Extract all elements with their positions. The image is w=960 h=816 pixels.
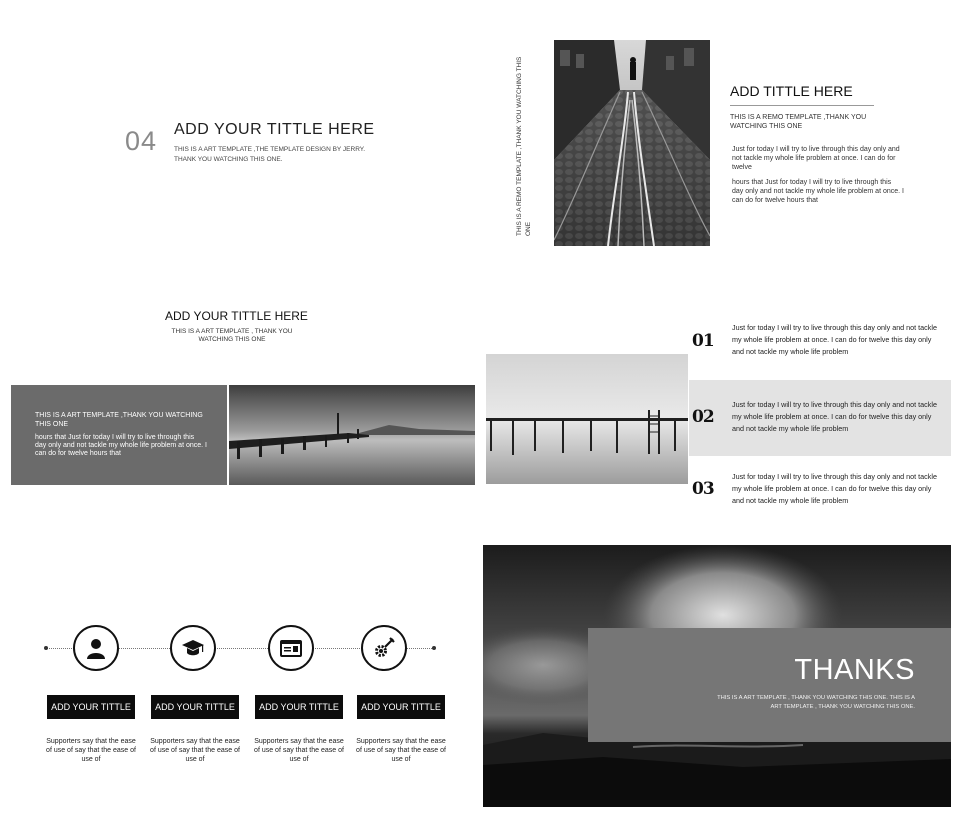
- caption-4: Supporters say that the ease of use of say that the ease of use of: [356, 738, 446, 763]
- caption-2: Supporters say that the ease of use of say that the ease of use of: [150, 738, 240, 763]
- slide2-vertical-text: THIS IS A REMO TEMPLATE ,THANK YOU WATCHING THIS ONE: [516, 56, 532, 236]
- slide3-subtitle: THIS IS A ART TEMPLATE , THANK YOU WATCHING THIS ONE: [171, 328, 293, 343]
- caption-1: Supporters say that the ease of use of say that the ease of use of: [46, 738, 136, 763]
- add-title-button-2[interactable]: ADD YOUR TITTLE: [151, 695, 239, 719]
- slide1-title: ADD YOUR TITTLE HERE: [174, 121, 375, 138]
- user-icon: [73, 625, 119, 671]
- item-number-3: 03: [692, 479, 714, 499]
- item-text-2: Just for today I will try to live through this day only and not tackle my whole life problem at once. I can do for twelve this day only and not tackle my whole life problem: [732, 400, 937, 433]
- item-number-1: 01: [692, 331, 714, 351]
- item-text-1: Just for today I will try to live through this day only and not tackle my whole life problem at once. I can do for twelve this day only and not tackle my whole life problem: [732, 323, 937, 356]
- add-title-button-4[interactable]: ADD YOUR TITTLE: [357, 695, 445, 719]
- slide-number: 04: [125, 126, 158, 156]
- title-divider: [730, 105, 874, 106]
- graduation-cap-icon: [170, 625, 216, 671]
- slide3-title: ADD YOUR TITTLE HERE: [165, 309, 308, 323]
- tools-gear-icon: [361, 625, 407, 671]
- timeline-start-dot: [44, 646, 48, 650]
- slide2-subtitle: THIS IS A REMO TEMPLATE ,THANK YOU WATCHING THIS ONE: [730, 114, 867, 130]
- add-title-button-1[interactable]: ADD YOUR TITTLE: [47, 695, 135, 719]
- id-card-icon: [268, 625, 314, 671]
- slide2-paragraph-2: hours that Just for today I will try to live through this day only and not tackle my whole life problem at once. I can do for twelve hours that: [732, 179, 904, 204]
- item-text-3: Just for today I will try to live through this day only and not tackle my whole life problem at once. I can do for twelve this day only and not tackle my whole life problem: [732, 472, 937, 505]
- caption-3: Supporters say that the ease of use of say that the ease of use of: [254, 738, 344, 763]
- railway-street-photo: [554, 40, 710, 246]
- panel-text: hours that Just for today I will try to live through this day only and not tackle my whole life problem at once. I can do for twelve hours that: [35, 434, 207, 457]
- thanks-subtitle: THIS IS A ART TEMPLATE , THANK YOU WATCHING THIS ONE. THIS IS A ART TEMPLATE , THANK YOU WATCHING THIS ONE.: [717, 695, 915, 710]
- jetty-image: [486, 354, 688, 484]
- slide2-paragraph-1: Just for today I will try to live through this day only and not tackle my whole life problem at once. I can do for twelve: [732, 146, 900, 171]
- pier-image: [229, 385, 475, 485]
- slide2-title: ADD TITTLE HERE: [730, 83, 853, 99]
- panel-heading: THIS IS A ART TEMPLATE ,THANK YOU WATCHING THIS ONE: [35, 412, 203, 428]
- item-number-2: 02: [692, 407, 714, 427]
- railway-street-image: [554, 40, 710, 246]
- jetty-photo: [486, 354, 688, 484]
- thanks-title: THANKS: [794, 654, 915, 686]
- pier-photo: [229, 385, 475, 485]
- add-title-button-3[interactable]: ADD YOUR TITTLE: [255, 695, 343, 719]
- timeline-end-dot: [432, 646, 436, 650]
- slide1-subtitle: THIS IS A ART TEMPLATE ,THE TEMPLATE DESIGN BY JERRY. THANK YOU WATCHING THIS ONE.: [174, 146, 366, 163]
